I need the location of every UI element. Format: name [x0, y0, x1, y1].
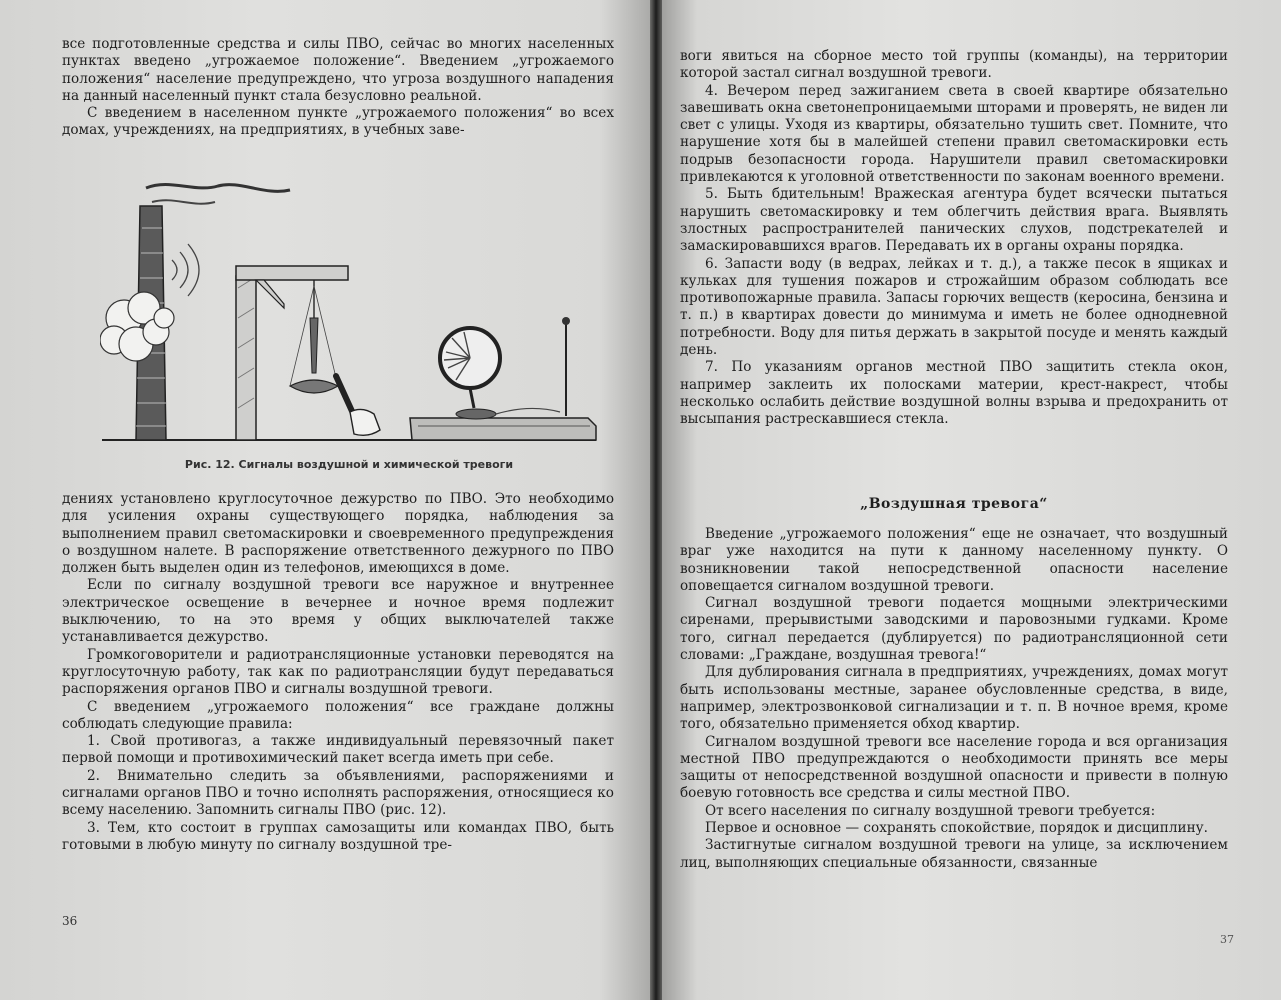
list-item: 4. Вечером перед зажиганием света в своей квартире обязательно завешивать окна светонепроницаемыми шторами и проверять, не виден ли свет с улицы. Уходя из квартиры, обязательно тушить свет. Помните, что нарушение хотя бы в малейшей степени правил светомаскировки есть подрыв безопасности города. Нарушители правил светомаскировки привлекаются к уголовной ответственности по законам военного времени.	[680, 82, 1228, 186]
figure-caption: Рис. 12. Сигналы воздушной и химической тревоги	[184, 458, 514, 471]
right-top-text	[680, 48, 1228, 429]
paragraph: С введением „угрожаемого положения“ все граждане должны соблюдать следующие правила:	[62, 698, 614, 732]
paragraph: С введением в населенном пункте „угрожаемого положения“ во всех домах, учреждениях, на предприятиях, в учебных заве-	[62, 105, 614, 139]
list-item: 7. По указаниям органов местной ПВО защитить стекла окон, например заклеить их полосками материи, крест-накрест, чтобы несколько ослабить действие воздушной волны взрыва и предохранить от высыпания растрескавшиеся стекла.	[680, 359, 1228, 428]
list-item: 6. Запасти воду (в ведрах, лейках и т. д.), а также песок в ящиках и кульках для тушения пожаров и строжайшим образом соблюдать все противопожарные правила. Запасы горючих веществ (керосина, бензина и т. п.) в квартирах довести до минимума и иметь не более однодневной потребности. Воду для питья держать в закрытой посуде и менять каждый день.	[680, 255, 1228, 359]
paragraph: Сигнал воздушной тревоги подается мощными электрическими сиренами, прерывистыми заводскими и паровозными гудками. Кроме того, сигнал передается (дублируется) по радиотрансляционной сети словами: „Граждане, воздушная тревога!“	[680, 595, 1228, 664]
paragraph: Сигналом воздушной тревоги все население города и вся организация местной ПВО предупреждаются о необходимости принять все меры защиты от непосредственной воздушной опасности и привести в полную боевую готовность все средства и силы местной ПВО.	[680, 733, 1228, 802]
left-bottom-text	[62, 491, 614, 854]
paragraph: Застигнутые сигналом воздушной тревоги на улице, за исключением лиц, выполняющих специальные обязанности, связанные	[680, 837, 1228, 871]
paragraph: От всего населения по сигналу воздушной тревоги требуется:	[705, 802, 1156, 819]
air-chemical-alarm-illustration	[100, 168, 598, 446]
book-gutter	[650, 0, 662, 1000]
paragraph: Для дублирования сигнала в предприятиях, учреждениях, домах могут быть использованы местные, заранее обусловленные средства, в виде, например, электрозвонковой сигнализации и т. п. В ночное время, кроме того, обязательно применяется обход квартир.	[680, 664, 1228, 733]
alarm-stand-icon	[236, 266, 348, 440]
page-number-left: 36	[62, 914, 78, 928]
left-top-text	[62, 36, 614, 140]
table-with-siren-icon	[410, 317, 596, 440]
paragraph: воги явиться на сборное место той группы (команды), на территории которой застал сигнал воздушной тревоги.	[680, 48, 1228, 82]
right-section-text	[680, 526, 1228, 872]
list-item: 3. Тем, кто состоит в группах самозащиты или командах ПВО, быть готовыми в любую минуту по сигналу воздушной тре-	[62, 819, 614, 853]
list-item: 5. Быть бдительным! Вражеская агентура будет всячески пытаться нарушить светомаскировку и тем облегчить действия врага. Выявлять злостных распространителей панических слухов, подстрекателей и замаскировавшихся врагов. Передавать их в органы охраны порядка.	[680, 186, 1228, 255]
list-item: 1. Свой противогаз, а также индивидуальный перевязочный пакет первой помощи и противохимический пакет всегда иметь при себе.	[62, 733, 614, 767]
paragraph: дениях установлено круглосуточное дежурство по ПВО. Это необходимо для усиления охраны существующего порядка, наблюдения за выполнением правил светомаскировки и своевременного предупреждения о воздушном налете. В распоряжение ответственного дежурного по ПВО должен быть выделен один из телефонов, имеющихся в доме.	[62, 491, 614, 577]
paragraph: Если по сигналу воздушной тревоги все наружное и внутреннее электрическое освещение в вечернее и ночное время подлежит выключению, то на это время у общих выключателей также устанавливается дежурство.	[62, 577, 614, 646]
paragraph: Введение „угрожаемого положения“ еще не означает, что воздушный враг уже находится на пути к данному населенному пункту. О возникновении такой непосредственной опасности население оповещается сигналом воздушной тревоги.	[680, 526, 1228, 594]
paragraph: Первое и основное — сохранять спокойствие, порядок и дисциплину.	[705, 820, 1208, 837]
page-number-right: 37	[1220, 933, 1234, 946]
hand-with-hammer-icon	[336, 376, 380, 435]
section-heading: „Воздушная тревога“	[860, 496, 1048, 512]
paragraph: все подготовленные средства и силы ПВО, сейчас во многих населенных пунктах введено „угрожаемое положение“. Введением „угрожаемого положения“ население предупреждено, что угроза воздушного нападения на данный населенный пункт стала безусловно реальной.	[62, 36, 614, 104]
list-item: 2. Внимательно следить за объявлениями, распоряжениями и сигналами органов ПВО и точно исполнять распоряжения, относящиеся ко всему населению. Запомнить сигналы ПВО (рис. 12).	[62, 767, 614, 819]
sound-waves-icon	[172, 244, 199, 296]
paragraph: Громкоговорители и радиотрансляционные установки переводятся на круглосуточную работу, так как по радиотрансляции будут передаваться распоряжения органов ПВО и сигналы воздушной тревоги.	[62, 646, 614, 698]
